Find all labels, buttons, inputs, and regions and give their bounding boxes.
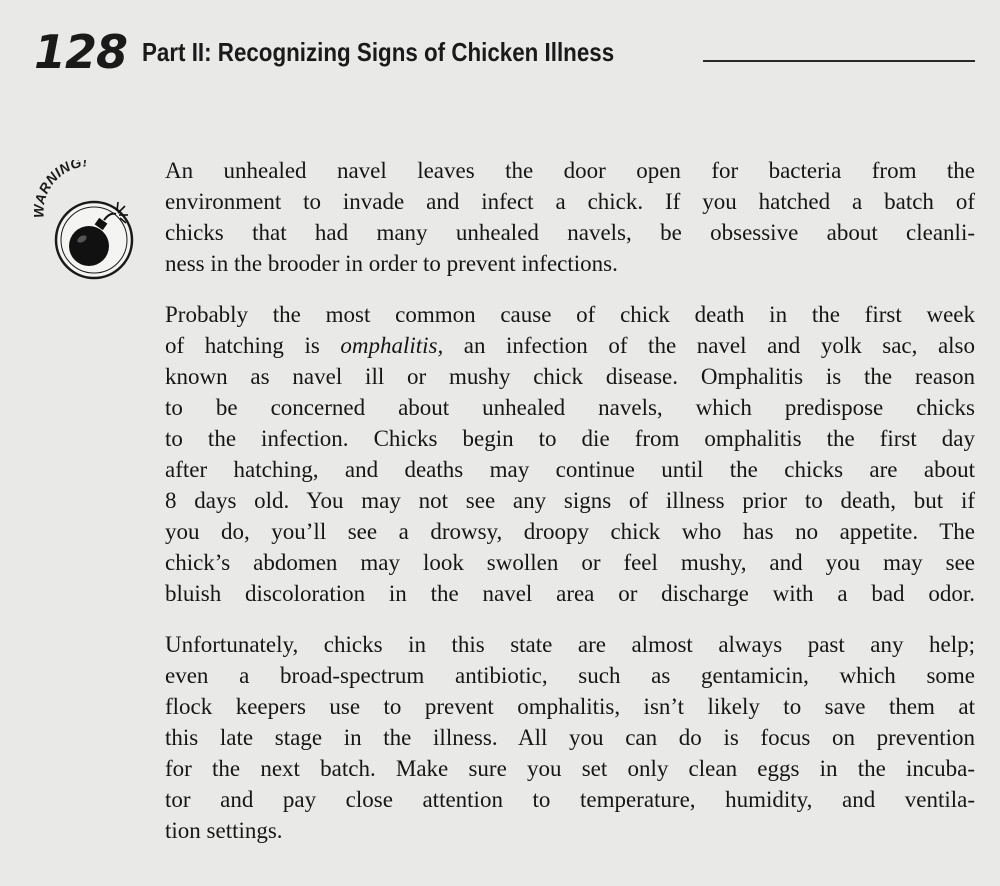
- page-header: [34, 22, 974, 78]
- text-line: An unhealed navel leaves the door open for bacteria from the: [165, 158, 975, 183]
- text-line: even a broad-spectrum antibiotic, such as gentamicin, which some: [165, 663, 975, 688]
- text-line: environment to invade and infect a chick. If you hatched a batch of: [165, 189, 975, 214]
- body-text: [165, 155, 975, 866]
- header-rule: [703, 60, 975, 62]
- italic-term: omphalitis,: [340, 333, 444, 358]
- paragraph: [165, 629, 975, 846]
- page-number: 128: [34, 25, 128, 79]
- text-line: chicks that had many unhealed navels, be obsessive about cleanli-: [165, 220, 975, 245]
- text-run: of hatching is: [165, 333, 341, 358]
- text-line: Unfortunately, chicks in this state are almost always past any help;: [165, 632, 975, 657]
- text-line: tion settings.: [165, 818, 283, 843]
- text-line: chick’s abdomen may look swollen or feel mushy, and you may see: [165, 550, 975, 575]
- text-line: tor and pay close attention to temperature, humidity, and ventila-: [165, 787, 975, 812]
- text-line: bluish discoloration in the navel area or discharge with a bad odor.: [165, 581, 975, 606]
- text-run: an infection of the navel and yolk sac, also: [443, 333, 975, 358]
- paragraph: [165, 299, 975, 609]
- text-line: ness in the brooder in order to prevent infections.: [165, 251, 618, 276]
- text-line: flock keepers use to prevent omphalitis, isn’t likely to save them at: [165, 694, 975, 719]
- text-line: you do, you’ll see a drowsy, droopy chick who has no appetite. The: [165, 519, 975, 544]
- text-line: this late stage in the illness. All you can do is focus on prevention: [165, 725, 975, 750]
- chapter-title: Part II: Recognizing Signs of Chicken Illness: [142, 37, 615, 67]
- text-line: to the infection. Chicks begin to die from omphalitis the first day: [165, 426, 975, 451]
- warning-bomb-icon: [34, 160, 150, 284]
- warning-label: RNING!: [35, 160, 89, 197]
- text-line: 8 days old. You may not see any signs of illness prior to death, but if: [165, 488, 975, 513]
- text-line: after hatching, and deaths may continue until the chicks are about: [165, 457, 975, 482]
- paragraph: [165, 155, 975, 279]
- text-line: for the next batch. Make sure you set only clean eggs in the incuba-: [165, 756, 975, 781]
- text-line: to be concerned about unhealed navels, which predispose chicks: [165, 395, 975, 420]
- text-line: [165, 330, 975, 361]
- text-line: Probably the most common cause of chick death in the first week: [165, 302, 975, 327]
- text-line: known as navel ill or mushy chick disease. Omphalitis is the reason: [165, 364, 975, 389]
